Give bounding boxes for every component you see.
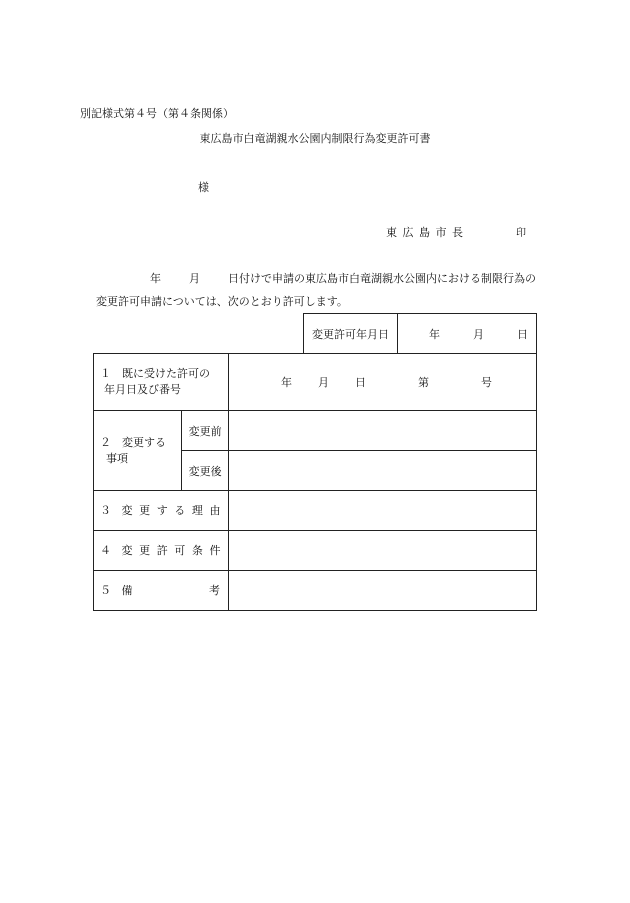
body-line-1-tail: 日付けで申請の東広島市白竜湖親水公園内における制限行為の	[228, 272, 536, 285]
remarks-value[interactable]	[229, 571, 537, 611]
prior-permit-value[interactable]	[229, 354, 537, 411]
document-title-text: 東広島市白竜湖親水公園内制限行為変更許可書	[199, 132, 431, 145]
table-row	[94, 571, 537, 611]
body-year: 年	[150, 272, 161, 285]
remarks-num: ５	[100, 583, 111, 597]
permit-conditions-text: 変更許可条件	[121, 543, 228, 557]
change-item-label	[94, 411, 182, 491]
prior-gou: 号	[481, 376, 492, 389]
document-title	[0, 130, 630, 146]
after-change-label: 変更後	[182, 451, 229, 491]
remarks-label	[94, 571, 229, 611]
prior-permit-label-line1: １ 既に受けた許可の	[100, 367, 210, 380]
permit-day: 日	[517, 327, 528, 341]
table-row	[94, 491, 537, 531]
prior-year: 年	[281, 376, 292, 389]
change-reason-text: 変更する理由	[121, 503, 228, 517]
remarks-a: 備	[121, 583, 133, 597]
permit-date-label: 変更許可年月日	[304, 314, 398, 354]
prior-permit-label-line2: 年月日及び番号	[104, 383, 181, 396]
table-row	[94, 354, 537, 411]
remarks-label-inner	[100, 583, 228, 599]
issuer-name: 東広島市長	[386, 226, 469, 239]
body-line-1	[150, 270, 536, 286]
remarks-b: 考	[209, 583, 220, 597]
change-item-label-line2: 事項	[106, 451, 128, 465]
permit-year: 年	[429, 327, 440, 341]
permit-month: 月	[473, 327, 484, 341]
seal-mark: 印	[516, 228, 526, 239]
permit-conditions-num: ４	[100, 543, 111, 557]
permit-conditions-value[interactable]	[229, 531, 537, 571]
change-reason-label	[94, 491, 229, 531]
change-item-label-line1: ２ 変更する	[100, 435, 166, 449]
prior-dai: 第	[418, 376, 429, 389]
body-month: 月	[189, 272, 200, 285]
form-number: 別記様式第４号（第４条関係）	[80, 107, 234, 120]
body-line-2: 変更許可申請については、次のとおり許可します。	[96, 295, 348, 308]
change-reason-value[interactable]	[229, 491, 537, 531]
permit-conditions-label	[94, 531, 229, 571]
before-change-value[interactable]	[229, 411, 537, 451]
prior-day: 日	[355, 376, 366, 389]
table-row	[94, 411, 537, 451]
change-reason-num: ３	[100, 503, 111, 517]
details-table	[93, 353, 537, 611]
table-row	[94, 531, 537, 571]
permit-date-value[interactable]	[398, 314, 537, 354]
addressee-suffix: 様	[198, 181, 209, 194]
prior-permit-label	[94, 354, 229, 411]
before-change-label: 変更前	[182, 411, 229, 451]
after-change-value[interactable]	[229, 451, 537, 491]
prior-month: 月	[318, 376, 329, 389]
permit-date-box	[303, 313, 537, 354]
